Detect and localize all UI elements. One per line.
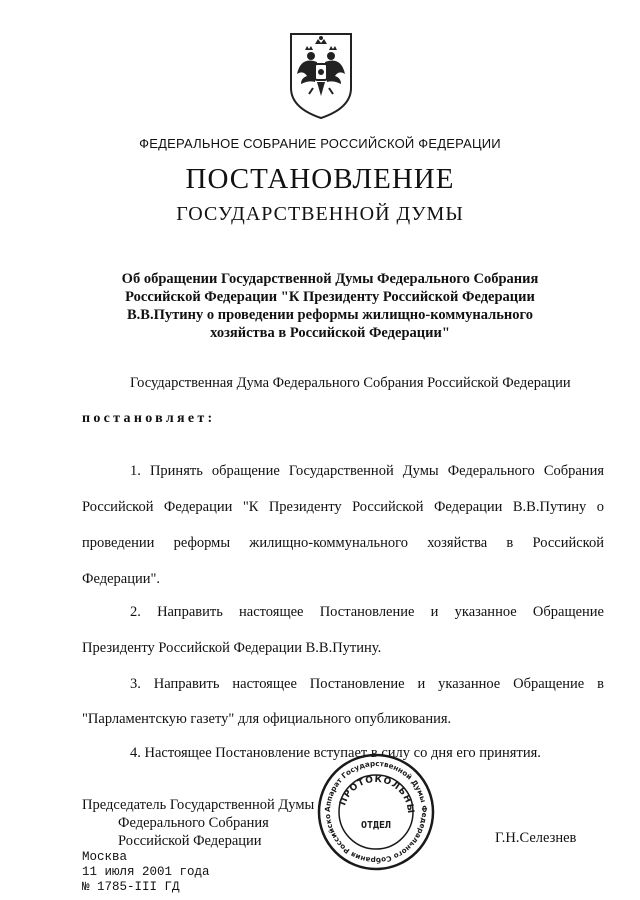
stamp-outer-text: Аппарат Государственной Думы Федерального Собрания Российско bbox=[322, 758, 430, 866]
signer-name: Г.Н.Селезнев bbox=[495, 830, 577, 846]
position-line-2: Федерального Собрания bbox=[118, 815, 269, 831]
assembly-heading: ФЕДЕРАЛЬНОЕ СОБРАНИЕ РОССИЙСКОЙ ФЕДЕРАЦИИ bbox=[139, 136, 501, 151]
subject-line: Российской Федерации "К Президенту Российской Федерации bbox=[125, 289, 535, 305]
round-stamp-icon bbox=[316, 752, 436, 872]
subject-line: хозяйства в Российской Федерации" bbox=[210, 325, 450, 341]
decides-word: постановляет: bbox=[82, 411, 216, 426]
position-line-3: Российской Федерации bbox=[118, 833, 262, 849]
stamp-center-text: ОТДЕЛ bbox=[360, 820, 392, 831]
doc-number: № 1785-III ГД bbox=[82, 880, 180, 894]
emblem-icon bbox=[287, 30, 355, 120]
resolution-subject bbox=[80, 270, 580, 342]
item-1-line-4: Федерации". bbox=[82, 571, 161, 587]
item-2-line-2: Президенту Российской Федерации В.В.Путину. bbox=[82, 640, 382, 656]
place: Москва bbox=[82, 850, 128, 864]
item-2-line-1: 2. Направить настоящее Постановление и указанное Обращение bbox=[130, 604, 604, 620]
item-1-line-1: 1. Принять обращение Государственной Думы Федерального Собрания bbox=[130, 463, 604, 479]
date: 11 июля 2001 года bbox=[82, 865, 210, 879]
item-4-line-1: 4. Настоящее Постановление вступает в силу со дня его принятия. bbox=[130, 745, 541, 761]
stamp-inner-text: ПРОТОКОЛЬНЫ bbox=[338, 774, 416, 815]
signature-position bbox=[82, 796, 314, 850]
document-title: ПОСТАНОВЛЕНИЕ bbox=[185, 163, 455, 195]
subject-line: В.В.Путину о проведении реформы жилищно-коммунального bbox=[127, 307, 533, 323]
subject-line: Об обращении Государственной Думы Федерального Собрания bbox=[121, 271, 539, 287]
item-1-line-3: проведении реформы жилищно-коммунального хозяйства в Российской bbox=[82, 535, 604, 551]
item-3-line-2: "Парламентскую газету" для официального опубликования. bbox=[82, 711, 452, 727]
intro-paragraph: Государственная Дума Федерального Собрания Российской Федерации bbox=[130, 375, 571, 391]
document-subtitle: ГОСУДАРСТВЕННОЙ ДУМЫ bbox=[176, 203, 464, 225]
item-1-line-2: Российской Федерации "К Президенту Российской Федерации В.В.Путину о bbox=[82, 499, 604, 515]
position-line-1: Председатель Государственной Думы bbox=[82, 797, 315, 813]
item-3-line-1: 3. Направить настоящее Постановление и указанное Обращение в bbox=[130, 676, 604, 692]
